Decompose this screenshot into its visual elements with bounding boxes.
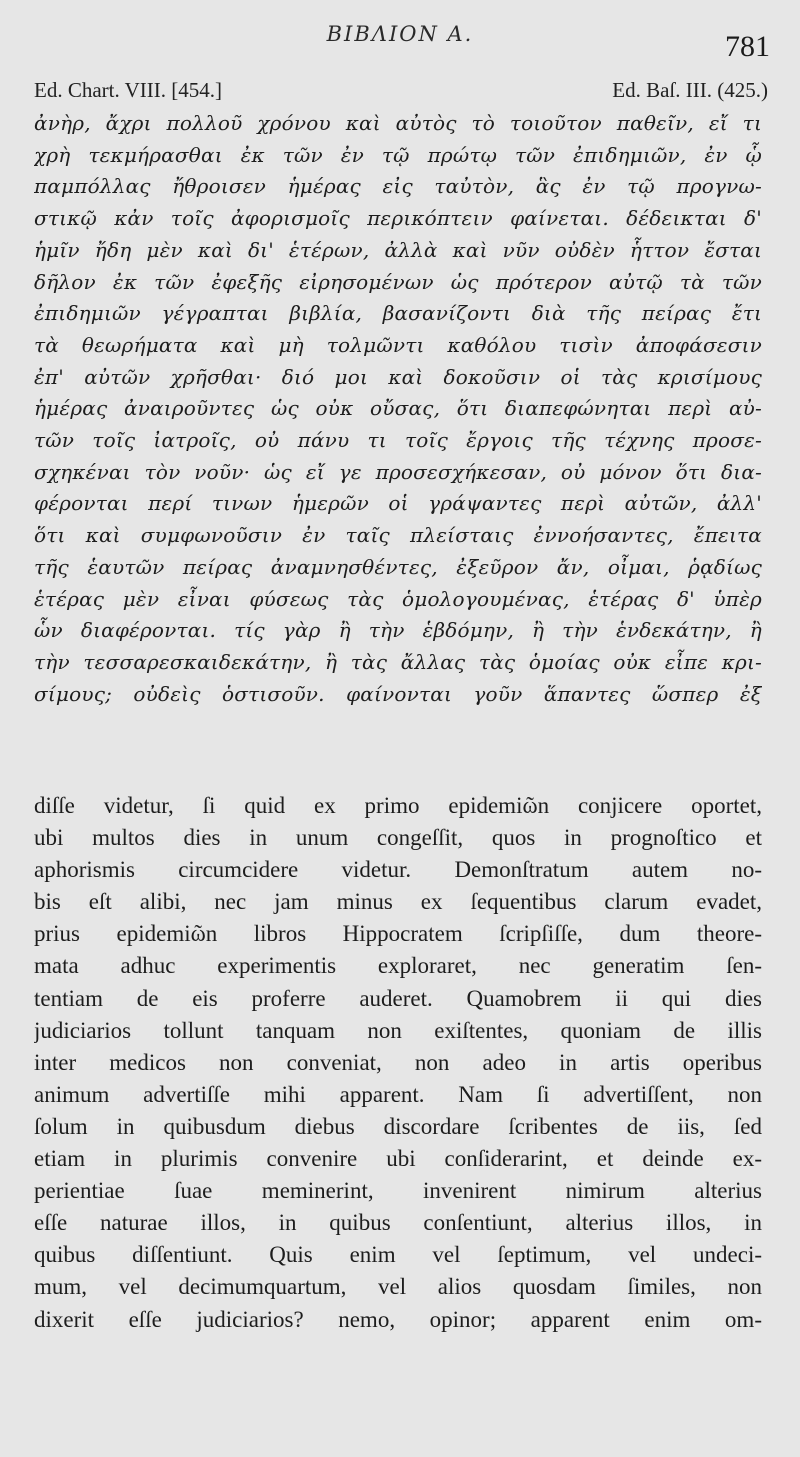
latin-line: mata adhuc experimentis exploraret, nec generatim ſen-	[34, 953, 762, 979]
latin-line: dixerit eſſe judiciarios? nemo, opinor; apparent enim om-	[34, 1306, 762, 1332]
latin-line: judiciarios tollunt tanquam non exiſtentes, quoniam de illis	[34, 1017, 762, 1043]
edition-reference-chartier: Ed. Chart. VIII. [454.]	[34, 78, 222, 102]
greek-line: παμπόλλας ἤθροισεν ἡμέρας εἰς ταὐτὸν, ἃς ἐν τῷ προγνω-	[34, 174, 762, 199]
greek-line: ἀνὴρ, ἄχρι πολλοῦ χρόνου καὶ αὐτὸς τὸ τοιοῦτον παθεῖν, εἴ τι	[34, 111, 762, 135]
latin-line: quibus diſſentiunt. Quis enim vel ſeptimum, vel undeci-	[34, 1242, 762, 1268]
greek-line: ἡμέρας ἀναιροῦντες ὡς οὐκ οὔσας, ὅτι διαπεφώνηται περὶ αὐ-	[34, 396, 762, 421]
greek-line: ὧν διαφέρονται. τίς γὰρ ἢ τὴν ἑβδόμην, ἢ τὴν ἑνδεκάτην, ἢ	[34, 618, 762, 643]
latin-line: etiam in plurimis convenire ubi conſiderarint, et deinde ex-	[34, 1146, 762, 1172]
greek-text-block	[34, 108, 762, 710]
greek-line: τὴν τεσσαρεσκαιδεκάτην, ἢ τὰς ἄλλας τὰς ὁμοίας οὐκ εἶπε κρι-	[34, 649, 762, 674]
latin-line: bis eſt alibi, nec jam minus ex ſequentibus clarum evadet,	[34, 889, 762, 915]
latin-text-block	[34, 790, 762, 1336]
greek-line: σχηκέναι τὸν νοῦν· ὡς εἴ γε προσεσχήκεσαν, οὐ μόνον ὅτι δια-	[34, 459, 762, 484]
greek-line: τῶν τοῖς ἰατροῖς, οὐ πάνυ τι τοῖς ἔργοις τῆς τέχνης προσε-	[34, 428, 762, 453]
latin-line: eſſe naturae illos, in quibus conſentiunt, alterius illos, in	[34, 1210, 762, 1236]
greek-line: ἑτέρας μὲν εἶναι φύσεως τὰς ὁμολογουμένας, ἑτέρας δ' ὑπὲρ	[34, 586, 762, 611]
page-number: 781	[725, 30, 770, 63]
greek-line: τῆς ἑαυτῶν πείρας ἀναμνησθέντες, ἐξεῦρον ἄν, οἶμαι, ῥᾳδίως	[34, 554, 762, 579]
greek-line: ἡμῖν ἤδη μὲν καὶ δι' ἑτέρων, ἀλλὰ καὶ νῦν οὐδὲν ἧττον ἔσται	[34, 237, 762, 262]
greek-line: ἐπιδημιῶν γέγραπται βιβλία, βασανίζοντι διὰ τῆς πείρας ἔτι	[34, 301, 762, 326]
greek-line: ἐπ' αὐτῶν χρῆσθαι· διό μοι καὶ δοκοῦσιν οἱ τὰς κρισίμους	[34, 364, 762, 389]
latin-line: ſolum in quibusdum diebus discordare ſcribentes de iis, ſed	[34, 1113, 762, 1139]
greek-line: σίμους; οὐδεὶς ὁστισοῦν. φαίνονται γοῦν ἅπαντες ὥσπερ ἐξ	[34, 681, 762, 706]
greek-line: ὅτι καὶ συμφωνοῦσιν ἐν ταῖς πλείσταις ἐννοήσαντες, ἔπειτα	[34, 523, 762, 548]
greek-line: τὰ θεωρήματα καὶ μὴ τολμῶντι καθόλου τισὶν ἀποφάσεσιν	[34, 332, 762, 357]
greek-line: δῆλον ἐκ τῶν ἐφεξῆς εἰρησομένων ὡς πρότερον αὐτῷ τὰ τῶν	[34, 269, 762, 294]
latin-line: tentiam de eis proferre auderet. Quamobrem ii qui dies	[34, 985, 762, 1011]
latin-line: perientiae ſuae meminerint, invenirent nimirum alterius	[34, 1178, 762, 1204]
edition-reference-line	[34, 78, 768, 104]
latin-line: inter medicos non conveniat, non adeo in artis operibus	[34, 1049, 762, 1075]
latin-line: diſſe videtur, ſi quid ex primo epidemiῶn conjicere oportet,	[34, 793, 762, 818]
greek-line: φέρονται περί τινων ἡμερῶν οἱ γράψαντες περὶ αὐτῶν, ἀλλ'	[34, 491, 762, 516]
latin-line: prius epidemiῶn libros Hippocratem ſcripſiſſe, dum theore-	[34, 921, 762, 947]
latin-line: mum, vel decimumquartum, vel alios quosdam ſimiles, non	[34, 1274, 762, 1300]
running-head: ΒΙΒΛΙΟΝ Α.	[326, 22, 474, 46]
edition-reference-basel: Ed. Baſ. III. (425.)	[612, 78, 768, 102]
latin-line: animum advertiſſe mihi apparent. Nam ſi advertiſſent, non	[34, 1081, 762, 1107]
greek-line: στικῷ κἀν τοῖς ἀφορισμοῖς περικόπτειν φαίνεται. δέδεικται δ'	[34, 206, 762, 231]
latin-line: ubi multos dies in unum congeſſit, quos in prognoſtico et	[34, 825, 762, 851]
greek-line: χρὴ τεκμήρασθαι ἐκ τῶν ἐν τῷ πρώτῳ τῶν ἐπιδημιῶν, ἐν ᾧ	[34, 142, 762, 167]
latin-line: aphorismis circumcidere videtur. Demonſtratum autem no-	[34, 857, 762, 883]
